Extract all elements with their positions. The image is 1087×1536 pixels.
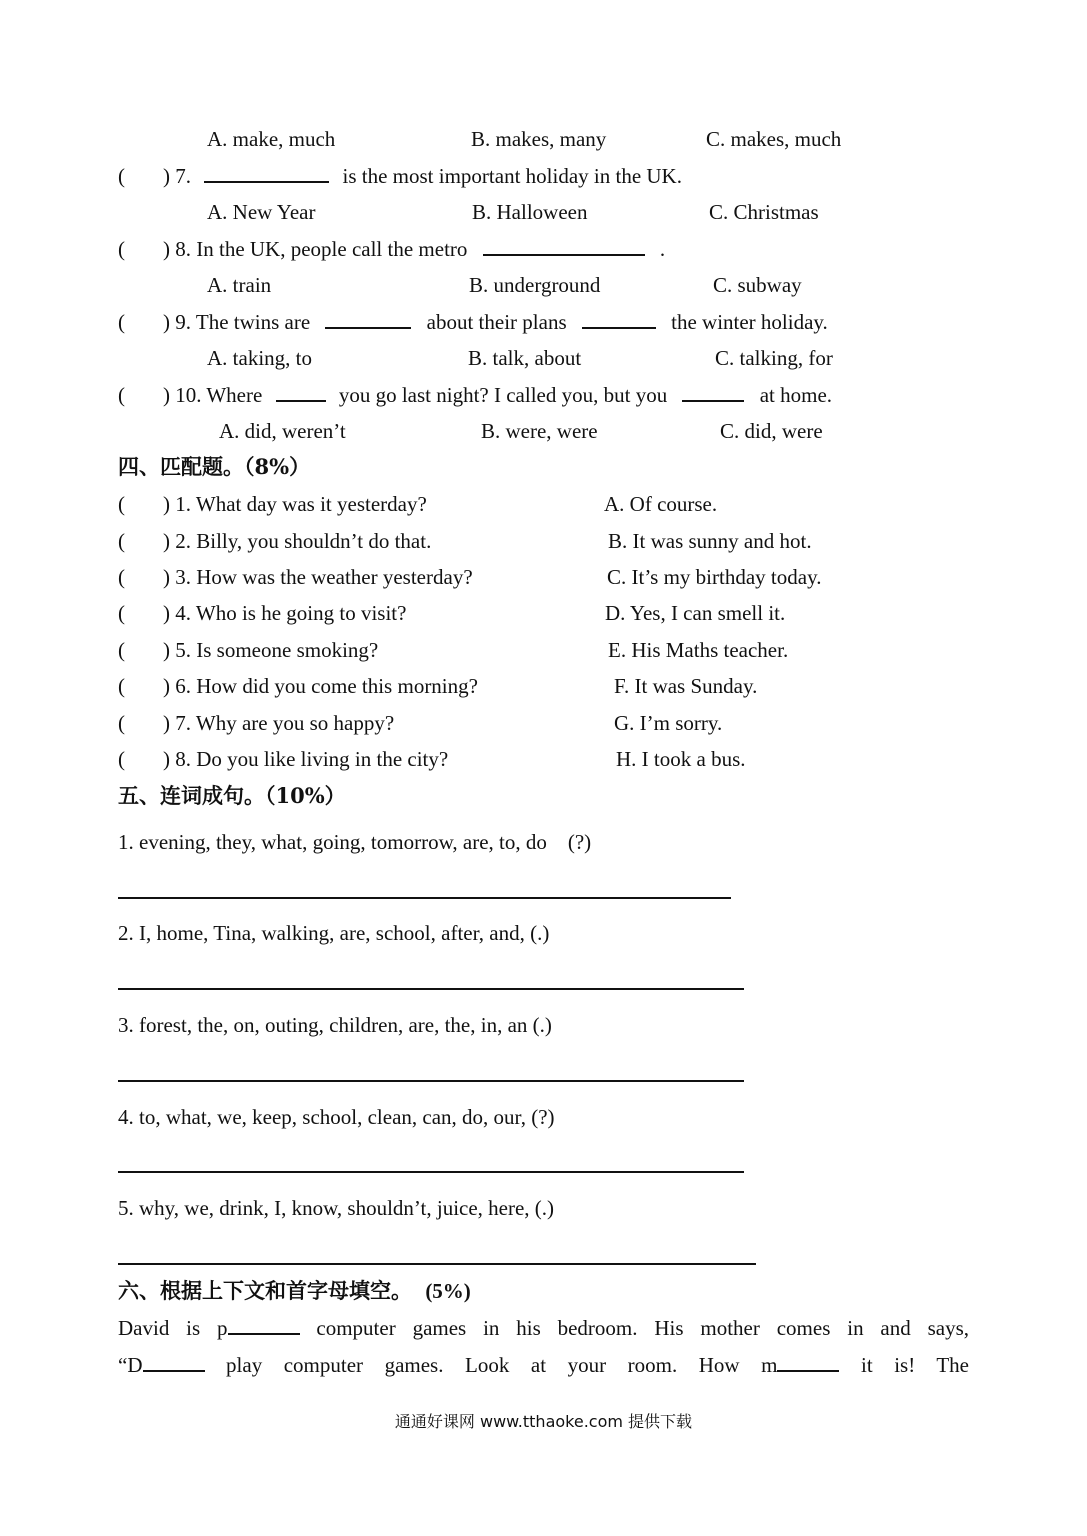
q7-text: is the most important holiday in the UK. <box>342 164 682 188</box>
answer-line-1[interactable] <box>118 897 731 899</box>
match-paren-open: ( <box>118 492 125 516</box>
match-answer: F. It was Sunday. <box>614 674 758 698</box>
cloze-text: “D <box>118 1353 143 1377</box>
answer-line-5[interactable] <box>118 1263 756 1265</box>
q7-option-a: A. New Year <box>207 200 316 224</box>
q9-end: the winter holiday. <box>671 310 828 334</box>
match-answer: D. Yes, I can smell it. <box>605 601 786 625</box>
q10-mid: you go last night? I called you, but you <box>338 383 668 407</box>
answer-line-2[interactable] <box>118 988 744 990</box>
match-question: ) 7. Why are you so happy? <box>163 711 395 735</box>
q9-blank-2[interactable] <box>582 309 656 329</box>
answer-line-4[interactable] <box>118 1171 744 1173</box>
q10-blank-1[interactable] <box>276 382 326 402</box>
q8-paren: ( <box>118 237 125 261</box>
match-answer: B. It was sunny and hot. <box>608 529 812 553</box>
q7-blank[interactable] <box>204 163 329 183</box>
match-answer: G. I’m sorry. <box>614 711 723 735</box>
match-answer: A. Of course. <box>604 492 718 516</box>
q9-option-a: A. taking, to <box>207 346 312 370</box>
q10-end: at home. <box>759 383 833 407</box>
q10-option-c: C. did, were <box>720 419 823 443</box>
q10-option-b: B. were, were <box>481 419 598 443</box>
cloze-line-2 <box>118 1347 969 1384</box>
cloze-text: play computer games. Look at your room. How m <box>226 1353 778 1377</box>
q8-text: ) 8. In the UK, people call the metro <box>163 237 468 261</box>
q9-option-c: C. talking, for <box>715 346 833 370</box>
section-4-heading: 四、匹配题。（8%） <box>118 454 311 479</box>
reorder-item-4: 4. to, what, we, keep, school, clean, can, do, our, (?) <box>118 1105 555 1129</box>
cloze-text: David is p <box>118 1316 228 1340</box>
q6-option-b: B. makes, many <box>471 127 607 151</box>
match-paren-open: ( <box>118 747 125 771</box>
cloze-text: computer games in his bedroom. His mother comes in and says, <box>316 1316 970 1340</box>
q8-line <box>163 236 665 262</box>
q9-paren: ( <box>118 310 125 334</box>
section-5-heading: 五、连词成句。（10%） <box>118 783 346 808</box>
match-paren-open: ( <box>118 529 125 553</box>
cloze-line-1 <box>118 1310 969 1347</box>
section-6-title: 六、根据上下文和首字母填空。 <box>118 1278 412 1303</box>
q6-option-c: C. makes, much <box>706 127 842 151</box>
match-question: ) 8. Do you like living in the city? <box>163 747 449 771</box>
reorder-item-5: 5. why, we, drink, I, know, shouldn’t, juice, here, (.) <box>118 1196 555 1220</box>
q8-option-c: C. subway <box>713 273 802 297</box>
q7-paren: ( <box>118 164 125 188</box>
match-paren-open: ( <box>118 638 125 662</box>
section-6-heading <box>118 1278 471 1304</box>
q9-option-b: B. talk, about <box>468 346 582 370</box>
match-question: ) 1. What day was it yesterday? <box>163 492 427 516</box>
match-paren-open: ( <box>118 711 125 735</box>
q10-text: ) 10. Where <box>163 383 263 407</box>
q7-option-b: B. Halloween <box>472 200 588 224</box>
match-paren-open: ( <box>118 565 125 589</box>
reorder-item-3: 3. forest, the, on, outing, children, are, the, in, an (.) <box>118 1013 552 1037</box>
match-answer: C. It’s my birthday today. <box>607 565 822 589</box>
q9-mid: about their plans <box>426 310 567 334</box>
match-paren-open: ( <box>118 601 125 625</box>
cloze-text: it is! The <box>860 1353 970 1377</box>
q9-line <box>163 309 828 335</box>
q9-text: ) 9. The twins are <box>163 310 311 334</box>
match-question: ) 5. Is someone smoking? <box>163 638 379 662</box>
q10-blank-2[interactable] <box>682 382 744 402</box>
answer-line-3[interactable] <box>118 1080 744 1082</box>
q8-option-b: B. underground <box>469 273 601 297</box>
match-question: ) 2. Billy, you shouldn’t do that. <box>163 529 432 553</box>
q6-option-a: A. make, much <box>207 127 336 151</box>
match-answer: E. His Maths teacher. <box>608 638 789 662</box>
q8-option-a: A. train <box>207 273 272 297</box>
reorder-item-1: 1. evening, they, what, going, tomorrow, are, to, do (?) <box>118 830 592 854</box>
match-answer: H. I took a bus. <box>616 747 746 771</box>
match-question: ) 4. Who is he going to visit? <box>163 601 407 625</box>
cloze-blank-p[interactable] <box>228 1315 300 1335</box>
q8-blank[interactable] <box>483 236 645 256</box>
q10-option-a: A. did, weren’t <box>219 419 346 443</box>
q7-line <box>163 163 682 189</box>
section-6-percent: (5%) <box>425 1279 471 1303</box>
match-question: ) 3. How was the weather yesterday? <box>163 565 473 589</box>
q10-paren: ( <box>118 383 125 407</box>
q7-option-c: C. Christmas <box>709 200 819 224</box>
cloze-blank-m[interactable] <box>777 1352 839 1372</box>
q9-blank-1[interactable] <box>325 309 411 329</box>
match-paren-open: ( <box>118 674 125 698</box>
q10-line <box>163 382 832 408</box>
match-question: ) 6. How did you come this morning? <box>163 674 478 698</box>
reorder-item-2: 2. I, home, Tina, walking, are, school, after, and, (.) <box>118 921 550 945</box>
page-footer: 通通好课网 www.tthaoke.com 提供下载 <box>394 1412 693 1431</box>
q8-end: . <box>659 237 666 261</box>
q7-number: ) 7. <box>163 164 191 188</box>
cloze-blank-d[interactable] <box>143 1352 205 1372</box>
